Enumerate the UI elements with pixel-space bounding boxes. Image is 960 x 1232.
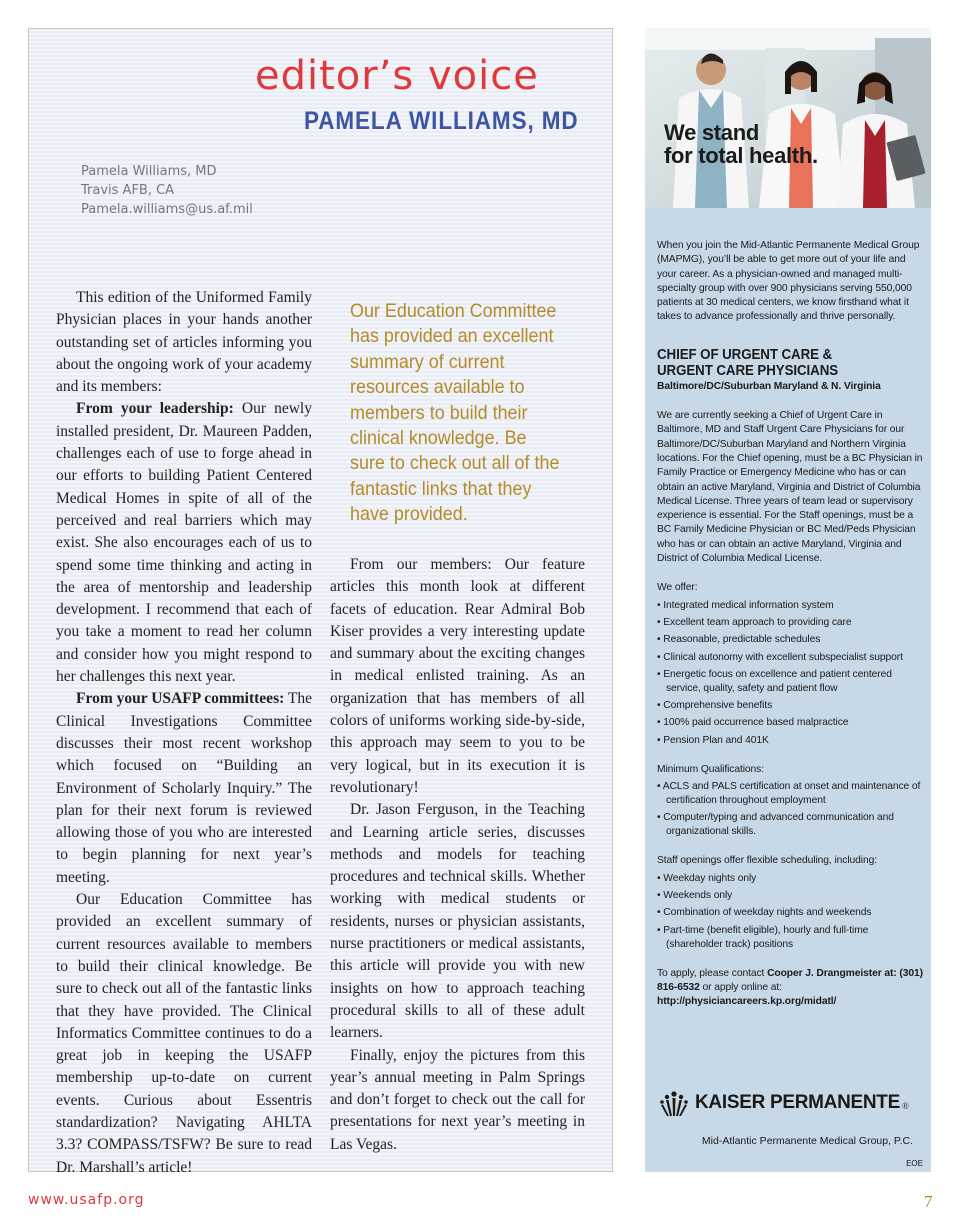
ad-headline-line: for total health. [664,143,818,168]
kaiser-advertisement [645,28,931,1172]
article-column-right [330,554,585,1156]
kaiser-logo-icon [659,1090,689,1116]
list-item: • Computer/typing and advanced communication and organizational skills. [657,811,925,839]
list-item: • Part-time (benefit eligible), hourly and full-time (shareholder track) positions [657,924,925,952]
apply-mid: or apply online at: [699,981,782,993]
job-title-line: URGENT CARE PHYSICIANS [657,362,839,379]
list-item: • Energetic focus on excellence and patient centered service, quality, safety and patient flow [657,668,925,696]
paragraph-text: Our newly installed president, Dr. Maureen Padden, challenges each of use to forge ahead in our efforts to building Patient Centered Medical Homes in spite of all of the perceived and real barriers which may exist. She also encourages each of us to spend some time thinking and acting in the area of mentorship and leadership development. I recommend that each of you take a moment to read her column and consider how you might respond to her challenges this next year. [56,400,312,686]
contact-location: Travis AFB, CA [81,183,175,198]
apply-url-link[interactable]: http://physiciancareers.kp.org/midatl/ [657,996,837,1008]
list-item: • Combination of weekday nights and weekends [657,906,925,920]
list-item: • ACLS and PALS certification at onset and maintenance of certification throughout employment [657,780,925,808]
apply-info [657,967,925,1010]
article-paragraph: Our Education Committee has provided an excellent summary of current resources available to members to build their clinical knowledge. Be sure to check out all of the fantastic links that they have provided. The Clinical Informatics Committee continues to do a great job in keeping the USAFP membership up-to-date on current events. Curious about Essentris standardization? Navigating AHLTA 3.3? COMPASS/TSFW? Be sure to read Dr. Marshall’s article! [56,891,312,1176]
schedule-list [657,872,925,952]
ad-eoe: EOE [906,1159,923,1168]
ad-intro: When you join the Mid-Atlantic Permanente Medical Group (MAPMG), you’ll be able to get more out of your life and your career. As a physician-owned and managed multi-specialty group with over 900 physicians serving 550,000 patients at 30 medical centers, we know firsthand what it takes to advance professionally and thrive personally. [657,240,920,323]
qualifications-heading: Minimum Qualifications: [657,763,764,775]
job-title-line: CHIEF OF URGENT CARE & [657,346,833,363]
apply-contact: Cooper J. Drangmeister at: (301) 816-6532 [657,967,923,993]
paragraph-text: The Clinical Investigations Committee discusses their most recent workshop which focused on “Building an Environment of Scholarly Inquiry.” The plan for their next forum is reviewed allowing those of you who are interested to begin planning for next year’s meeting. [56,690,312,886]
offers-list [657,599,925,748]
ad-headline-line: We stand [664,120,759,145]
section-title: editor’s voice [255,53,539,99]
list-item: • Weekday nights only [657,872,925,886]
article-paragraph [56,398,312,688]
qualifications-list [657,780,925,839]
list-item: • 100% paid occurrence based malpractice [657,716,925,730]
ad-location: Baltimore/DC/Suburban Maryland & N. Virginia [657,380,881,392]
ad-footer: Mid-Atlantic Permanente Medical Group, P.C. [701,1135,913,1147]
apply-prefix: To apply, please contact [657,967,768,979]
list-item: • Excellent team approach to providing care [657,616,925,630]
page-number: 7 [924,1192,933,1211]
paragraph-lead: From your leadership: [76,400,234,418]
article-paragraph [56,688,312,889]
paragraph-lead: From your USAFP committees: [76,690,285,708]
footer-url-link[interactable]: www.usafp.org [28,1192,145,1208]
list-item: • Reasonable, predictable schedules [657,633,925,647]
offers-heading: We offer: [657,582,698,594]
article-paragraph: Finally, enjoy the pictures from this year’s annual meeting in Palm Springs and don’t forget to check out the call for presentations for next year’s meeting in Las Vegas. [330,1046,585,1153]
contact-email[interactable]: Pamela.williams@us.af.mil [81,202,253,217]
list-item: • Clinical autonomy with excellent subspecialist support [657,651,925,665]
article-paragraph: From our members: Our feature articles this month look at different facets of education. Rear Admiral Bob Kiser provides a very interesting update and summary about the exciting changes in medical enlisted training. As an organization that has members of all colors of uniforms working side-by-side, this approach may seem to you to be very logical, but in its execution it is revolutionary! [330,556,585,796]
list-item: • Comprehensive benefits [657,699,925,713]
kaiser-logo [659,1090,909,1116]
contact-name: Pamela Williams, MD [81,164,217,179]
author-contact [81,162,253,219]
schedule-heading: Staff openings offer flexible scheduling, including: [657,855,877,867]
registered-mark: ® [901,1101,909,1111]
article-paragraph: Dr. Jason Ferguson, in the Teaching and Learning article series, discusses methods and models for teaching procedures and technical skills. Whether working with medical students or residents, nurses or physician assistants, nurse practitioners or medical assistants, this article will provide you with new insights on how to approach teaching procedural skills to all of these adult learners. [330,801,585,1042]
article-paragraph: This edition of the Uniformed Family Physician places in your hands another outstanding set of articles informing you about the ongoing work of your academy and its members: [56,289,312,396]
pull-quote: Our Education Committee has provided an excellent summary of current resources available to members to build their clinical knowledge. Be sure to check out all of the fantastic links that they have provided. [350,300,560,526]
kaiser-logo-text: KAISER PERMANENTE [695,1092,900,1113]
doctors-photo [645,28,931,208]
ad-description: We are currently seeking a Chief of Urgent Care in Baltimore, MD and Staff Urgent Care Physicians for our Baltimore/DC/Suburban Maryland and Northern Virginia locations. For the Chief opening, must be a BC Physician in Family Practice or Emergency Medicine who has or can obtain an active Maryland, Virginia and District of Columbia Medical License. Three years of team lead or supervisory experience is essential. For the Staff openings, must be a BC Family Medicine Physician or BC Med/Peds Physician who has or can obtain an active Maryland, Virginia and District of Columbia Medical License. [657,410,923,565]
article-column-left [56,287,312,1179]
ad-job-title [657,347,904,379]
list-item: • Pension Plan and 401K [657,734,925,748]
ad-body [657,239,925,1009]
ad-headline [664,121,818,167]
author-name: PAMELA WILLIAMS, MD [304,107,579,135]
list-item: • Integrated medical information system [657,599,925,613]
list-item: • Weekends only [657,889,925,903]
